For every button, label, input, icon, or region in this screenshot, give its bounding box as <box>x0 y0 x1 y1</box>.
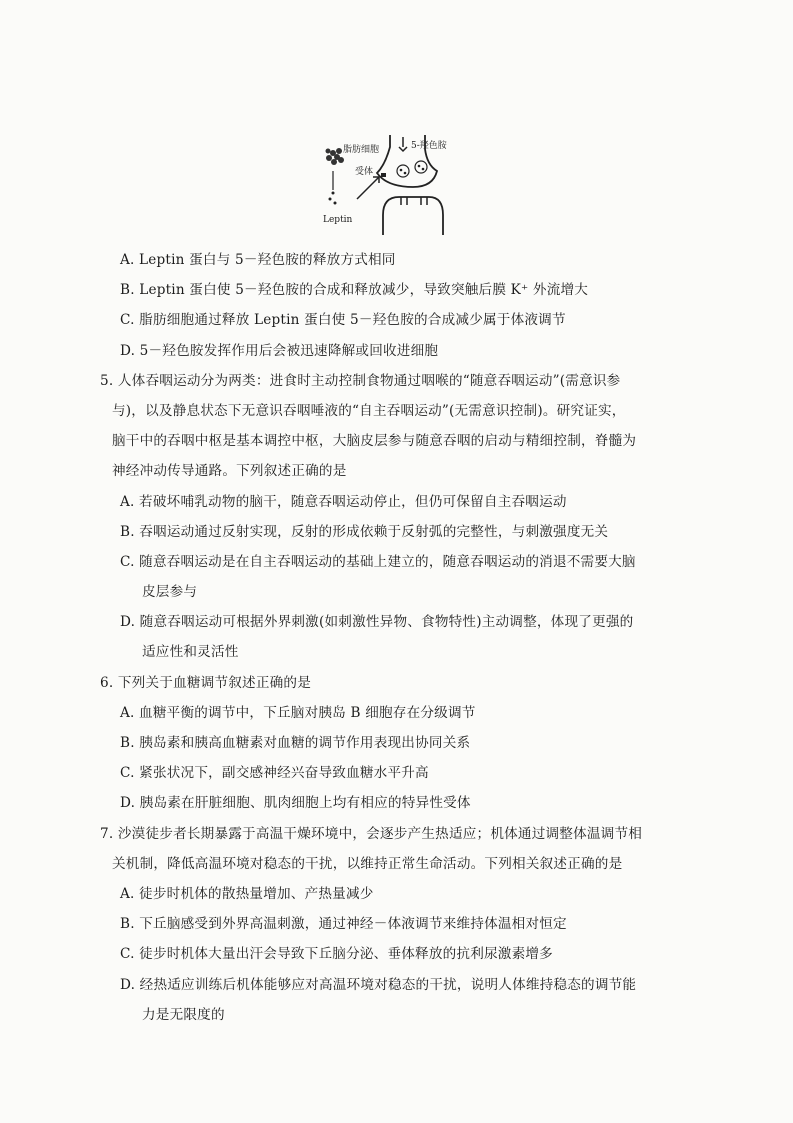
option-4d: D. 5－羟色胺发挥作用后会被迅速降解或回收进细胞 <box>120 342 439 359</box>
serotonin-label: 5-羟色胺 <box>411 141 447 151</box>
option-7d-cont: 力是无限度的 <box>142 1006 225 1023</box>
question-7-stem-line: 关机制，降低高温环境对稳态的干扰，以维持正常生命活动。下列相关叙述正确的是 <box>112 855 623 872</box>
option-5d: D. 随意吞咽运动可根据外界刺激(如刺激性异物、食物特性)主动调整，体现了更强的 <box>120 614 634 631</box>
question-6-stem: 6. 下列关于血糖调节叙述正确的是 <box>100 674 312 691</box>
receptor-label: 受体 <box>355 167 374 177</box>
option-6c: C. 紧张状况下，副交感神经兴奋导致血糖水平升高 <box>120 765 429 782</box>
option-6b: B. 胰岛素和胰高血糖素对血糖的调节作用表现出协同关系 <box>120 735 471 751</box>
option-6d: D. 胰岛素在肝脏细胞、肌肉细胞上均有相应的特异性受体 <box>120 795 471 812</box>
fat-cell-icon <box>326 148 345 165</box>
option-4a: A. Leptin 蛋白与 5－羟色胺的释放方式相同 <box>120 252 396 268</box>
option-5c: C. 随意吞咽运动是在自主吞咽运动的基础上建立的，随意吞咽运动的消退不需要大脑 <box>120 553 636 570</box>
option-5a: A. 若破坏哺乳动物的脑干，随意吞咽运动停止，但仍可保留自主吞咽运动 <box>120 493 567 510</box>
option-7d: D. 经热适应训练后机体能够应对高温环境对稳态的干扰，说明人体维持稳态的调节能 <box>120 976 637 993</box>
question-5-stem-line: 神经冲动传导通路。下列叙述正确的是 <box>112 463 347 480</box>
question-5-stem: 5. 人体吞咽运动分为两类：进食时主动控制食物通过咽喉的“随意吞咽运动”(需意识参 <box>100 372 621 389</box>
option-5c-cont: 皮层参与 <box>142 584 198 601</box>
option-5b: B. 吞咽运动通过反射实现，反射的形成依赖于反射弧的完整性，与刺激强度无关 <box>120 523 609 540</box>
synapse-diagram <box>315 135 465 235</box>
fat-cell-label: 脂肪细胞 <box>343 145 380 155</box>
question-5-stem-line: 与)，以及静息状态下无意识吞咽唾液的“自主吞咽运动”(无需意识控制)。研究证实， <box>112 402 626 419</box>
option-5d-cont: 适应性和灵活性 <box>142 644 239 661</box>
option-7c: C. 徒步时机体大量出汗会导致下丘脑分泌、垂体释放的抗利尿激素增多 <box>120 946 553 963</box>
option-4c: C. 脂肪细胞通过释放 Leptin 蛋白使 5－羟色胺的合成减少属于体液调节 <box>120 312 566 329</box>
question-text <box>100 245 672 1030</box>
leptin-label: Leptin <box>323 215 353 225</box>
question-7-stem: 7. 沙漠徒步者长期暴露于高温干燥环境中，会逐步产生热适应；机体通过调整体温调节相 <box>100 825 643 842</box>
option-4b: B. Leptin 蛋白使 5－羟色胺的合成和释放减少，导致突触后膜 K⁺ 外流增大 <box>120 282 589 299</box>
option-7a: A. 徒步时机体的散热量增加、产热量减少 <box>120 885 374 902</box>
option-6a: A. 血糖平衡的调节中，下丘脑对胰岛 B 细胞存在分级调节 <box>120 704 476 721</box>
option-7b: B. 下丘脑感受到外界高温刺激，通过神经－体液调节来维持体温相对恒定 <box>120 916 567 933</box>
question-5-stem-line: 脑干中的吞咽中枢是基本调控中枢，大脑皮层参与随意吞咽的启动与精细控制，脊髓为 <box>112 433 637 450</box>
